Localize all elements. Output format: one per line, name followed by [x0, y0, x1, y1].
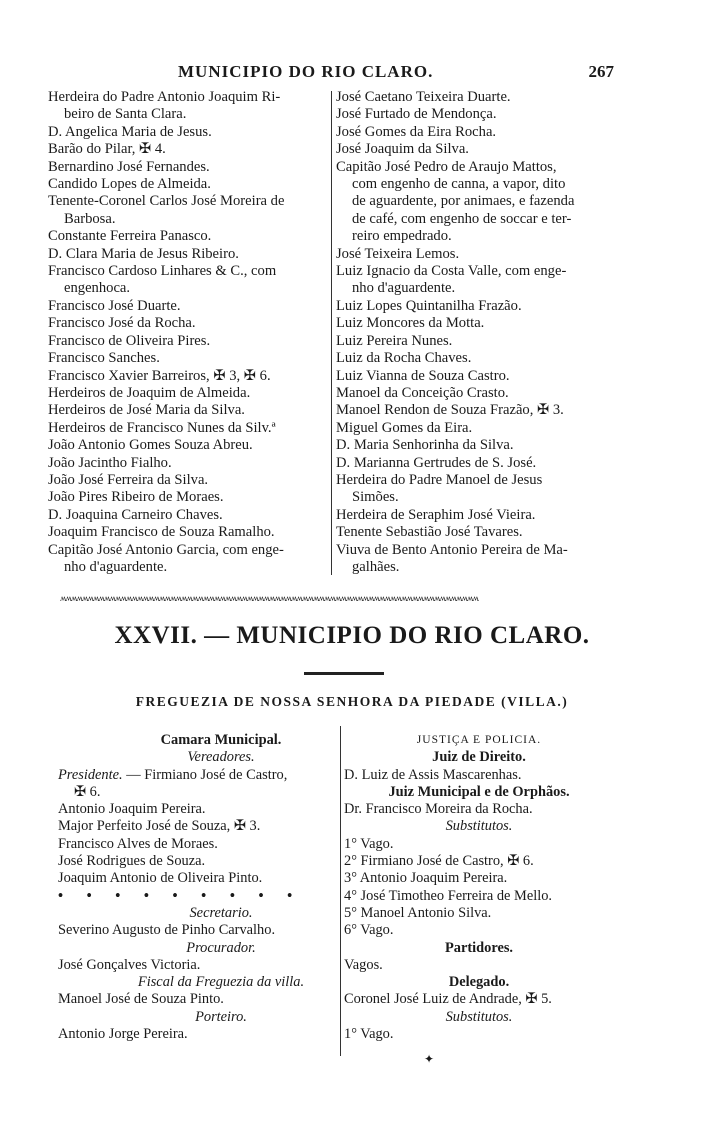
entry-line: João Jacintho Fialho.: [48, 454, 172, 471]
juiz-municipal-name: Dr. Francisco Moreira da Rocha.: [344, 801, 533, 818]
entry-line: Herdeiros de Joaquim de Almeida.: [48, 384, 251, 401]
list-item: [48, 246, 328, 263]
list-item: [336, 315, 614, 332]
title-rule: [304, 672, 384, 675]
list-item: [336, 507, 614, 524]
entry-line: Francisco de Oliveira Pires.: [48, 332, 211, 349]
vereadores-label: Vereadores.: [187, 749, 255, 766]
fiscal-label: Fiscal da Freguezia da villa.: [137, 974, 305, 991]
lower-column-divider: [340, 726, 341, 1056]
entry-line: José Joaquim da Silva.: [336, 141, 469, 158]
entry-line: D. Clara Maria de Jesus Ribeiro.: [48, 245, 239, 262]
list-item: [336, 368, 614, 385]
juiz-direito-label: Juiz de Direito.: [432, 749, 526, 766]
ellipsis-dots: • • • • • • • • •: [58, 887, 303, 904]
entry-line: Viuva de Bento Antonio Pereira de Ma-: [336, 541, 568, 558]
vereadores-list: [58, 801, 384, 887]
entry-continuation: nho d'aguardente.: [352, 280, 456, 297]
list-item: [336, 524, 614, 541]
list-item: [48, 368, 328, 385]
justica-heading: JUSTIÇA E POLICIA.: [416, 734, 542, 746]
entry-line: D. Marianna Gertrudes de S. José.: [336, 454, 537, 471]
juiz-municipal-label: Juiz Municipal e de Orphãos.: [388, 783, 570, 800]
entry-continuation: com engenho de canna, a vapor, dito: [352, 176, 566, 193]
camara-column: [58, 732, 384, 1043]
left-name-column: [48, 89, 328, 576]
secretario-name: Severino Augusto de Pinho Carvalho.: [58, 922, 276, 939]
juiz-direito-name: D. Luiz de Assis Mascarenhas.: [344, 766, 522, 783]
entry-line: Francisco Cardoso Linhares & C., com: [48, 263, 277, 280]
vereador-name: Major Perfeito José de Souza, ✠ 3.: [58, 818, 261, 835]
entry-line: Luiz Moncores da Motta.: [336, 315, 485, 332]
substitutos-list: [344, 836, 614, 940]
list-item: [48, 437, 328, 454]
list-item: [48, 228, 328, 245]
entry-line: José Teixeira Lemos.: [336, 245, 460, 262]
list-item: [336, 402, 614, 419]
name-list-columns: [48, 89, 614, 579]
list-item: [336, 159, 614, 246]
secretario-label: Secretario.: [189, 904, 253, 921]
entry-continuation: beiro de Santa Clara.: [64, 106, 187, 123]
partidores-value: Vagos.: [344, 956, 383, 973]
delegado-label: Delegado.: [448, 974, 510, 991]
column-divider: [331, 91, 332, 575]
entry-line: Barão do Pilar, ✠ 4.: [48, 141, 166, 158]
justica-column: [344, 732, 614, 1043]
entry-line: João Antonio Gomes Souza Abreu.: [48, 437, 253, 454]
list-item: [48, 298, 328, 315]
entry-line: Candido Lopes de Almeida.: [48, 176, 211, 193]
procurador-name: José Gonçalves Victoria.: [58, 956, 201, 973]
list-item: [48, 542, 328, 577]
presidente-line: [58, 767, 384, 784]
delegado-name: Coronel José Luiz de Andrade, ✠ 5.: [344, 991, 552, 1008]
entry-continuation: Barbosa.: [64, 210, 116, 227]
entry-line: D. Angelica Maria de Jesus.: [48, 123, 212, 140]
right-name-column: [336, 89, 614, 576]
list-item: [48, 507, 328, 524]
entry-continuation: reiro empedrado.: [352, 228, 452, 245]
list-item: [336, 385, 614, 402]
list-item: [48, 524, 328, 541]
entry-line: Capitão José Pedro de Araujo Mattos,: [336, 158, 557, 175]
substituto-entry: 6° Vago.: [344, 922, 394, 939]
list-item: [48, 489, 328, 506]
list-item: [48, 385, 328, 402]
substituto-entry: 1° Vago.: [344, 835, 394, 852]
entry-line: Francisco José Duarte.: [48, 297, 181, 314]
entry-continuation: de aguardente, por animaes, e fazenda: [352, 193, 575, 210]
freguezia-heading: FREGUEZIA DE NOSSA SENHORA DA PIEDADE (VILLA.): [135, 694, 569, 709]
entry-line: Luiz Lopes Quintanilha Frazão.: [336, 297, 522, 314]
entry-line: José Furtado de Mendonça.: [336, 106, 497, 123]
entry-line: Luiz Pereira Nunes.: [336, 332, 453, 349]
entry-continuation: Simões.: [352, 489, 399, 506]
substituto-entry: 2° Firmiano José de Castro, ✠ 6.: [344, 853, 534, 870]
list-item: [336, 333, 614, 350]
page-number: 267: [588, 62, 614, 81]
list-item: [336, 455, 614, 472]
porteiro-label: Porteiro.: [195, 1008, 247, 1025]
list-item: [336, 420, 614, 437]
entry-line: Herdeira do Padre Manoel de Jesus: [336, 471, 543, 488]
entry-line: João Pires Ribeiro de Moraes.: [48, 489, 224, 506]
entry-line: Tenente Sebastião José Tavares.: [336, 524, 523, 541]
entry-line: D. Maria Senhorinha da Silva.: [336, 437, 514, 454]
presidente-name: — Firmiano José de Castro,: [122, 766, 288, 783]
list-item: [48, 350, 328, 367]
list-item: [48, 141, 328, 158]
entry-line: Francisco Xavier Barreiros, ✠ 3, ✠ 6.: [48, 367, 271, 384]
list-item: [336, 246, 614, 263]
procurador-label: Procurador.: [186, 939, 256, 956]
vereador-name: Antonio Joaquim Pereira.: [58, 801, 206, 818]
substituto-entry: 5° Manoel Antonio Silva.: [344, 904, 492, 921]
entry-line: Herdeira do Padre Antonio Joaquim Ri-: [48, 89, 281, 105]
vereador-name: Joaquim Antonio de Oliveira Pinto.: [58, 870, 263, 887]
entry-continuation: galhães.: [352, 558, 400, 575]
camara-heading: Camara Municipal.: [160, 732, 282, 748]
list-item: [48, 315, 328, 332]
administration-block: [48, 726, 614, 1056]
list-item: [336, 472, 614, 507]
list-item: [336, 350, 614, 367]
entry-line: José Caetano Teixeira Duarte.: [336, 89, 511, 105]
entry-line: Francisco Sanches.: [48, 350, 160, 367]
list-item: [48, 124, 328, 141]
list-item: [336, 124, 614, 141]
list-item: [48, 333, 328, 350]
entry-line: Bernardino José Fernandes.: [48, 158, 210, 175]
presidente-cont: ✠ 6.: [74, 783, 101, 800]
list-item: [48, 176, 328, 193]
stray-mark: ✦: [424, 1052, 435, 1066]
entry-line: Luiz Vianna de Souza Castro.: [336, 367, 510, 384]
list-item: [48, 263, 328, 298]
section-title: XXVII. — MUNICIPIO DO RIO CLARO.: [114, 622, 590, 649]
entry-line: João José Ferreira da Silva.: [48, 471, 209, 488]
substituto-entry: 3° Antonio Joaquim Pereira.: [344, 870, 508, 887]
list-item: [336, 141, 614, 158]
list-item: [48, 193, 328, 228]
entry-line: Capitão José Antonio Garcia, com enge-: [48, 541, 284, 558]
delegado-substitutos-label: Substitutos.: [445, 1008, 513, 1025]
list-item: [48, 402, 328, 419]
list-item: [336, 89, 614, 106]
list-item: [48, 89, 328, 124]
delegado-substituto: 1° Vago.: [344, 1026, 394, 1043]
substitutos-label: Substitutos.: [445, 818, 513, 835]
running-title: MUNICIPIO DO RIO CLARO.: [178, 62, 434, 81]
presidente-label: Presidente.: [58, 766, 123, 783]
entry-line: José Gomes da Eira Rocha.: [336, 123, 497, 140]
list-item: [336, 263, 614, 298]
entry-line: Manoel Rendon de Souza Frazão, ✠ 3.: [336, 402, 564, 419]
entry-line: Luiz da Rocha Chaves.: [336, 350, 472, 367]
substituto-entry: 4° José Timotheo Ferreira de Mello.: [344, 887, 553, 904]
list-item: [48, 159, 328, 176]
entry-line: Joaquim Francisco de Souza Ramalho.: [48, 524, 275, 541]
entry-continuation: nho d'aguardente.: [64, 558, 168, 575]
entry-line: Herdeiros de José Maria da Silva.: [48, 402, 245, 419]
entry-line: Luiz Ignacio da Costa Valle, com enge-: [336, 263, 567, 280]
entry-line: Manoel da Conceição Crasto.: [336, 384, 509, 401]
vereador-name: José Rodrigues de Souza.: [58, 853, 206, 870]
entry-continuation: de café, com engenho de soccar e ter-: [352, 210, 572, 227]
entry-line: Francisco José da Rocha.: [48, 315, 196, 332]
list-item: [48, 455, 328, 472]
fiscal-name: Manoel José de Souza Pinto.: [58, 991, 224, 1008]
list-item: [336, 542, 614, 577]
partidores-label: Partidores.: [444, 939, 514, 956]
list-item: [48, 472, 328, 489]
entry-line: Constante Ferreira Panasco.: [48, 228, 212, 245]
entry-continuation: engenhoca.: [64, 280, 131, 297]
list-item: [336, 437, 614, 454]
vereador-name: Francisco Alves de Moraes.: [58, 835, 218, 852]
entry-line: Miguel Gomes da Eira.: [336, 419, 473, 436]
porteiro-name: Antonio Jorge Pereira.: [58, 1026, 188, 1043]
list-item: [48, 420, 328, 437]
entry-line: Herdeiros de Francisco Nunes da Silv.ª: [48, 419, 276, 436]
ornamental-divider: ʍʍʍʍʍʍʍʍʍʍʍʍʍʍʍʍʍʍʍʍʍʍʍʍʍʍʍʍʍʍʍʍʍʍʍʍʍʍʍʍʍʍʍʍʍʍʍʍʍʍʍʍʍʍʍʍʍʍʍʍʍʍʍʍʍʍʍʍʍʍʍʍʍʍʍʍ: [60, 594, 478, 602]
entry-line: D. Joaquina Carneiro Chaves.: [48, 506, 223, 523]
list-item: [336, 298, 614, 315]
running-header: [48, 62, 614, 84]
entry-line: Herdeira de Seraphim José Vieira.: [336, 506, 536, 523]
list-item: [336, 106, 614, 123]
entry-line: Tenente-Coronel Carlos José Moreira de: [48, 193, 285, 210]
